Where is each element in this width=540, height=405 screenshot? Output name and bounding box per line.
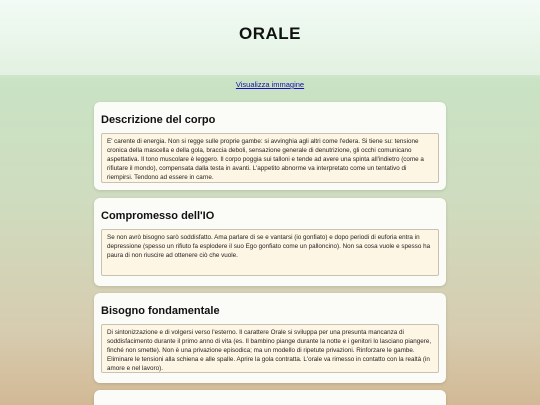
section-card-ego-compromise <box>94 198 446 286</box>
page-header <box>0 0 540 75</box>
section-text-box[interactable]: Di sintonizzazione e di volgersi verso l'esterno. Il carattere Orale si sviluppa per una presunta mancanza di soddisfacimento durante il primo anno di vita (es. Il bambino piange durante la notte e i genitori lo lasciano piangere, finché non smette). Non è una privazione episodica; ma un modello di ripetute privazioni. Rinforzare le gambe. Eliminare le tensioni alla schiena e alle spalle. Aprire la gola contratta. L'orale va rimesso in contatto con la realtà (in amore e nel lavoro). <box>101 324 439 373</box>
section-card-body-description <box>94 102 446 190</box>
page-title: ORALE <box>239 23 301 43</box>
section-card-next <box>94 390 446 405</box>
section-card-fundamental-need <box>94 293 446 383</box>
section-heading: Descrizione del corpo <box>101 114 216 126</box>
section-heading: Bisogno fondamentale <box>101 305 220 317</box>
section-heading: Compromesso dell'IO <box>101 210 215 222</box>
view-image-link[interactable]: Visualizza immagine <box>235 80 305 89</box>
section-text-box[interactable]: E' carente di energia. Non si regge sulle proprie gambe: si avvinghia agli altri come l'edera. Si tiene su: tensione cronica della mascella e della gola, braccia deboli, sensazione generale di denutrizione, gli occhi comunicano aspettativa. Il tono muscolare è leggero. Il corpo poggia sui talloni e tende ad avere una spinta all'indietro (come a rifiutare il mondo), compensata dalla testa in avanti. L'appetito abnorme va interpretato come un tentativo di riempirsi. Tendono ad essere in carne. <box>101 133 439 183</box>
section-text-box[interactable]: Se non avrò bisogno sarò soddisfatto. Ama parlare di se e vantarsi (io gonfiato) e dopo periodi di euforia entra in depressione (spesso un rifiuto fa esplodere il suo Ego gonfiato come un palloncino). Non sa cosa vuole e spesso ha paura di non riuscire ad ottenere ciò che vuole. <box>101 229 439 276</box>
